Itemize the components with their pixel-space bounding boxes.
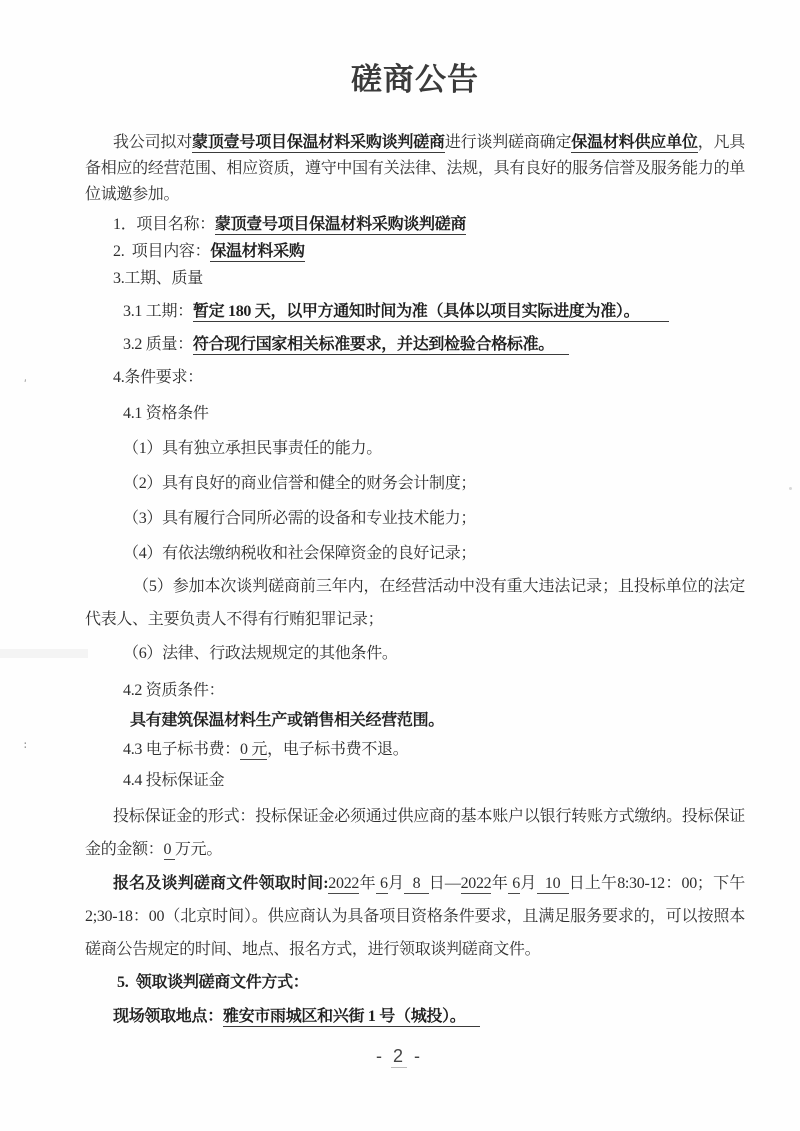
deposit-text-1: 投标保证金的形式：投标保证金必须通过供应商的基本账户以银行转账方式缴纳。投标保证金的金额： (85, 808, 745, 859)
intro-text-2: 进行谈判磋商确定 (444, 134, 572, 152)
intro-text-3: ，凡具备相应的经营范围、相应资质，遵守中国有关法律、法规，具有良好的服务信誉及服务能力的单位诚邀参加。 (85, 134, 745, 204)
item-3-2-value: 符合现行国家相关标准要求，并达到检验合格标准。 (193, 336, 569, 355)
item-4-4-heading: 4.4 投标保证金 (123, 772, 225, 790)
item-5-heading-text: 5. 领取谈判磋商文件方式： (117, 974, 309, 992)
document-content (85, 0, 745, 1067)
schedule-sep-5: 月 (519, 875, 537, 893)
pickup-location-line (85, 1003, 745, 1030)
scan-dot-right (789, 487, 792, 490)
item-3-heading: 3.工期、质量 (113, 270, 203, 288)
item-3-1-duration (85, 298, 745, 325)
schedule-label: 报名及谈判磋商文件领取时间: (113, 875, 329, 893)
item-4-2-heading: 4.2 资质条件： (123, 682, 225, 700)
schedule-sep-1: 年 (359, 875, 376, 893)
item-4-3-fee (85, 737, 745, 763)
page-number-value: 2 (392, 1046, 405, 1067)
intro-project-name: 蒙顶壹号项目保温材料采购谈判磋商 (192, 134, 445, 152)
page-number (69, 1046, 729, 1067)
item-3-1-label: 3.1 工期： (123, 303, 193, 321)
item-4-3-tail: ，电子标书费不退。 (267, 741, 409, 759)
schedule-year-2: 2022 (460, 875, 492, 893)
item-2-label: 2. 项目内容： (113, 243, 211, 261)
item-4-3-fee-value: 0 元 (240, 741, 268, 759)
schedule-month-2: 6 (508, 875, 520, 893)
item-2-value: 保温材料采购 (210, 243, 305, 261)
item-4-1-heading: 4.1 资格条件 (123, 405, 209, 423)
item-2-project-content (85, 238, 745, 265)
schedule-year-1: 2022 (328, 875, 360, 893)
condition-5: （5）参加本次谈判磋商前三年内，在经营活动中没有重大违法记录；且投标单位的法定代表人、主要负责人不得有行贿犯罪记录； (85, 578, 745, 629)
deposit-amount: 0 (163, 841, 175, 859)
schedule-day-1: 8 (404, 875, 429, 893)
page-title: 磋商公告 (351, 62, 479, 97)
condition-1: （1）具有独立承担民事责任的能力。 (123, 440, 382, 458)
page-number-dash-left: - (375, 1046, 384, 1067)
condition-2: （2）具有良好的商业信誉和健全的财务会计制度； (123, 475, 477, 493)
page-number-dash-right: - (414, 1046, 423, 1067)
item-4-2-value (85, 708, 745, 734)
item-1-label: 1．项目名称： (113, 216, 215, 234)
condition-3: （3）具有履行合同所必需的设备和专业技术能力； (123, 510, 477, 528)
intro-paragraph (85, 130, 745, 208)
schedule-month-1: 6 (375, 875, 388, 893)
condition-6: （6）法律、行政法规规定的其他条件。 (123, 645, 398, 663)
scan-streak (0, 649, 88, 658)
scan-speck-left-lower: : (22, 738, 29, 751)
schedule-paragraph (85, 867, 745, 966)
item-3-2-quality (85, 331, 745, 358)
intro-supplier-term: 保温材料供应单位 (571, 134, 698, 152)
pickup-address: 雅安市雨城区和兴街 1 号（城投）。 (223, 1008, 480, 1027)
item-5-heading (85, 969, 745, 996)
item-1-project-name (85, 211, 745, 238)
scan-speck-left-upper: ʹ (22, 378, 29, 391)
item-4-2-scope-text: 具有建筑保温材料生产或销售相关经营范围。 (130, 712, 445, 730)
item-4-heading: 4.条件要求： (113, 369, 203, 387)
pickup-label: 现场领取地点： (113, 1008, 223, 1026)
schedule-text-tail: 日上午8:30-12：00；下午 2;30-18：00（北京时间）。供应商认为具备项目资格条件要求，且满足服务要求的，可以按照本磋商公告规定的时间、地点、报名方式，进行领取谈判磋商文件。 (85, 875, 745, 959)
schedule-day-2: 10 (536, 875, 569, 893)
item-3-1-value: 暂定 180 天，以甲方通知时间为准（具体以项目实际进度为准）。 (193, 303, 669, 322)
item-3-2-label: 3.2 质量： (123, 336, 193, 354)
schedule-sep-3: 日— (428, 875, 461, 893)
schedule-sep-4: 年 (491, 875, 509, 893)
condition-4: （4）有依法缴纳税收和社会保障资金的良好记录； (123, 545, 477, 563)
intro-text-1: 我公司拟对 (113, 134, 193, 152)
item-1-value: 蒙顶壹号项目保温材料采购谈判磋商 (214, 216, 467, 234)
deposit-text-2: 万元。 (174, 841, 223, 859)
deposit-paragraph (85, 800, 745, 866)
schedule-sep-2: 月 (387, 875, 405, 893)
item-4-3-label: 4.3 电子标书费： (123, 741, 241, 759)
